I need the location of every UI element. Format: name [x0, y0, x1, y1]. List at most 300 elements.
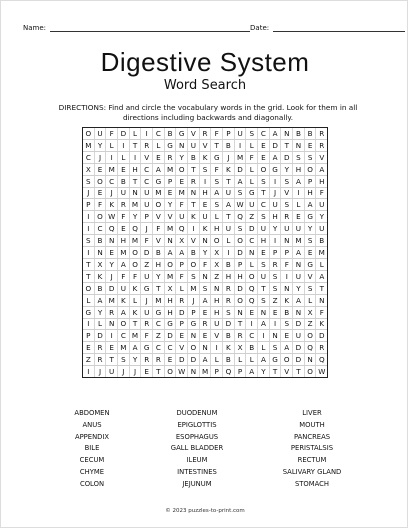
grid-letter[interactable]: D	[234, 164, 246, 175]
grid-letter[interactable]: M	[105, 164, 117, 175]
grid-letter[interactable]: L	[94, 319, 106, 330]
grid-letter[interactable]: B	[187, 152, 199, 163]
grid-letter[interactable]: T	[234, 319, 246, 330]
grid-letter[interactable]: L	[105, 140, 117, 151]
grid-letter[interactable]: D	[175, 307, 187, 318]
grid-letter[interactable]: J	[87, 188, 90, 198]
grid-letter[interactable]: S	[269, 271, 281, 282]
grid-letter[interactable]: M	[199, 366, 211, 377]
grid-letter[interactable]: C	[94, 223, 106, 234]
grid-letter[interactable]: X	[234, 342, 246, 353]
grid-letter[interactable]: O	[85, 128, 92, 138]
grid-letter[interactable]: U	[292, 271, 304, 282]
grid-letter[interactable]: E	[199, 307, 211, 318]
grid-letter[interactable]: E	[117, 164, 129, 175]
grid-letter[interactable]: T	[280, 140, 292, 151]
grid-letter[interactable]: F	[315, 188, 327, 199]
grid-letter[interactable]: I	[87, 224, 90, 234]
grid-letter[interactable]: P	[86, 200, 91, 210]
grid-letter[interactable]: E	[94, 164, 106, 175]
grid-letter[interactable]: U	[315, 223, 327, 234]
grid-letter[interactable]: D	[94, 330, 106, 341]
grid-letter[interactable]: Y	[105, 259, 117, 270]
grid-letter[interactable]: K	[315, 319, 327, 330]
grid-letter[interactable]: F	[210, 164, 222, 175]
grid-letter[interactable]: R	[175, 295, 187, 306]
grid-letter[interactable]: C	[140, 176, 152, 187]
grid-letter[interactable]: Y	[152, 271, 164, 282]
grid-letter[interactable]: X	[164, 283, 176, 294]
grid-letter[interactable]: N	[257, 307, 269, 318]
grid-letter[interactable]: I	[105, 152, 117, 163]
grid-letter[interactable]: E	[245, 307, 257, 318]
grid-letter[interactable]: H	[117, 235, 129, 246]
grid-letter[interactable]: N	[304, 354, 316, 365]
grid-letter[interactable]: I	[129, 152, 141, 163]
grid-letter[interactable]: S	[280, 176, 292, 187]
grid-letter[interactable]: H	[257, 235, 269, 246]
grid-letter[interactable]: I	[222, 247, 234, 258]
grid-letter[interactable]: F	[152, 223, 164, 234]
grid-letter[interactable]: A	[292, 247, 304, 258]
grid-letter[interactable]: B	[187, 247, 199, 258]
grid-letter[interactable]: S	[269, 283, 281, 294]
grid-letter[interactable]: L	[315, 259, 327, 270]
grid-letter[interactable]: M	[117, 342, 129, 353]
grid-letter[interactable]: Q	[175, 223, 187, 234]
grid-letter[interactable]: H	[304, 188, 316, 199]
grid-letter[interactable]: F	[117, 271, 129, 282]
grid-letter[interactable]: G	[140, 342, 152, 353]
grid-letter[interactable]: S	[234, 188, 246, 199]
grid-letter[interactable]: N	[199, 342, 211, 353]
grid-letter[interactable]: R	[152, 354, 164, 365]
grid-letter[interactable]: O	[117, 319, 129, 330]
grid-letter[interactable]: T	[152, 283, 164, 294]
grid-letter[interactable]: V	[187, 128, 199, 139]
grid-letter[interactable]: Y	[129, 211, 141, 222]
grid-letter[interactable]: A	[222, 199, 234, 210]
grid-letter[interactable]: S	[187, 271, 199, 282]
grid-letter[interactable]: S	[199, 283, 211, 294]
grid-letter[interactable]: U	[140, 307, 152, 318]
grid-letter[interactable]: O	[175, 164, 187, 175]
grid-letter[interactable]: I	[199, 176, 211, 187]
grid-letter[interactable]: U	[222, 188, 234, 199]
grid-letter[interactable]: U	[117, 283, 129, 294]
grid-letter[interactable]: O	[129, 259, 141, 270]
grid-letter[interactable]: S	[86, 236, 91, 246]
grid-letter[interactable]: U	[94, 128, 106, 139]
grid-letter[interactable]: V	[187, 235, 199, 246]
grid-letter[interactable]: Q	[129, 223, 141, 234]
grid-letter[interactable]: B	[222, 330, 234, 341]
grid-letter[interactable]: A	[280, 342, 292, 353]
grid-letter[interactable]: H	[199, 188, 211, 199]
grid-letter[interactable]: F	[105, 128, 117, 139]
grid-letter[interactable]: X	[304, 307, 316, 318]
grid-letter[interactable]: S	[199, 164, 211, 175]
grid-letter[interactable]: F	[315, 307, 327, 318]
grid-letter[interactable]: R	[234, 330, 246, 341]
grid-letter[interactable]: B	[222, 140, 234, 151]
grid-letter[interactable]: M	[187, 283, 199, 294]
grid-letter[interactable]: H	[129, 164, 141, 175]
grid-letter[interactable]: Q	[222, 366, 234, 377]
grid-letter[interactable]: T	[257, 188, 269, 199]
grid-letter[interactable]: S	[269, 342, 281, 353]
grid-letter[interactable]: L	[292, 199, 304, 210]
grid-letter[interactable]: X	[175, 235, 187, 246]
grid-letter[interactable]: D	[187, 354, 199, 365]
grid-letter[interactable]: L	[245, 164, 257, 175]
grid-letter[interactable]: E	[94, 188, 106, 199]
grid-letter[interactable]: M	[117, 247, 129, 258]
grid-letter[interactable]: K	[129, 307, 141, 318]
grid-letter[interactable]: V	[280, 188, 292, 199]
grid-letter[interactable]: D	[175, 354, 187, 365]
grid-letter[interactable]: N	[187, 330, 199, 341]
grid-letter[interactable]: U	[187, 140, 199, 151]
grid-letter[interactable]: C	[245, 235, 257, 246]
grid-letter[interactable]: O	[152, 199, 164, 210]
grid-letter[interactable]: F	[140, 235, 152, 246]
grid-letter[interactable]: J	[269, 188, 281, 199]
grid-letter[interactable]: S	[280, 319, 292, 330]
grid-letter[interactable]: K	[280, 295, 292, 306]
grid-letter[interactable]: B	[292, 128, 304, 139]
grid-letter[interactable]: N	[292, 140, 304, 151]
grid-letter[interactable]: L	[86, 295, 91, 305]
grid-letter[interactable]: O	[304, 164, 316, 175]
grid-letter[interactable]: C	[85, 152, 91, 162]
grid-letter[interactable]: I	[87, 367, 90, 377]
grid-letter[interactable]: V	[280, 366, 292, 377]
grid-letter[interactable]: T	[187, 164, 199, 175]
grid-letter[interactable]: N	[292, 307, 304, 318]
grid-letter[interactable]: C	[152, 342, 164, 353]
grid-letter[interactable]: A	[304, 199, 316, 210]
grid-letter[interactable]: E	[199, 330, 211, 341]
grid-letter[interactable]: X	[210, 247, 222, 258]
grid-letter[interactable]: B	[117, 176, 129, 187]
name-line[interactable]	[50, 23, 250, 32]
grid-letter[interactable]: T	[129, 176, 141, 187]
grid-letter[interactable]: Y	[164, 199, 176, 210]
grid-letter[interactable]: B	[222, 259, 234, 270]
grid-letter[interactable]: O	[304, 366, 316, 377]
grid-letter[interactable]: V	[152, 211, 164, 222]
grid-letter[interactable]: M	[129, 199, 141, 210]
grid-letter[interactable]: O	[234, 235, 246, 246]
grid-letter[interactable]: W	[105, 211, 117, 222]
grid-letter[interactable]: Z	[304, 319, 316, 330]
grid-letter[interactable]: S	[210, 199, 222, 210]
grid-letter[interactable]: L	[117, 152, 129, 163]
grid-letter[interactable]: K	[105, 199, 117, 210]
grid-letter[interactable]: I	[117, 140, 129, 151]
grid-letter[interactable]: M	[315, 247, 327, 258]
grid-letter[interactable]: R	[105, 307, 117, 318]
grid-letter[interactable]: P	[222, 128, 234, 139]
grid-letter[interactable]: O	[164, 366, 176, 377]
grid-letter[interactable]: P	[234, 259, 246, 270]
grid-letter[interactable]: C	[117, 330, 129, 341]
grid-letter[interactable]: W	[234, 199, 246, 210]
grid-letter[interactable]: D	[234, 283, 246, 294]
grid-letter[interactable]: E	[304, 247, 316, 258]
grid-letter[interactable]: P	[234, 366, 246, 377]
grid-letter[interactable]: Y	[199, 247, 211, 258]
grid-letter[interactable]: F	[245, 152, 257, 163]
grid-letter[interactable]: P	[187, 307, 199, 318]
grid-letter[interactable]: A	[164, 247, 176, 258]
grid-letter[interactable]: O	[280, 354, 292, 365]
grid-letter[interactable]: R	[140, 140, 152, 151]
grid-letter[interactable]: L	[210, 211, 222, 222]
grid-letter[interactable]: E	[304, 140, 316, 151]
grid-letter[interactable]: S	[280, 199, 292, 210]
grid-letter[interactable]: E	[117, 223, 129, 234]
grid-letter[interactable]: Y	[269, 223, 281, 234]
grid-letter[interactable]: B	[164, 128, 176, 139]
grid-letter[interactable]: M	[105, 295, 117, 306]
grid-letter[interactable]: H	[164, 295, 176, 306]
grid-letter[interactable]: G	[187, 319, 199, 330]
grid-letter[interactable]: V	[164, 211, 176, 222]
grid-letter[interactable]: O	[245, 271, 257, 282]
grid-letter[interactable]: T	[210, 140, 222, 151]
grid-letter[interactable]: Y	[304, 223, 316, 234]
grid-letter[interactable]: S	[245, 128, 257, 139]
grid-letter[interactable]: Y	[175, 152, 187, 163]
grid-letter[interactable]: L	[245, 354, 257, 365]
grid-letter[interactable]: J	[222, 152, 234, 163]
grid-letter[interactable]: U	[269, 199, 281, 210]
grid-letter[interactable]: Y	[94, 140, 106, 151]
grid-letter[interactable]: K	[199, 223, 211, 234]
grid-letter[interactable]: E	[152, 152, 164, 163]
grid-letter[interactable]: F	[117, 211, 129, 222]
grid-letter[interactable]: A	[257, 354, 269, 365]
grid-letter[interactable]: B	[245, 342, 257, 353]
grid-letter[interactable]: R	[280, 211, 292, 222]
grid-letter[interactable]: N	[187, 366, 199, 377]
grid-letter[interactable]: S	[210, 176, 222, 187]
grid-letter[interactable]: C	[245, 330, 257, 341]
grid-letter[interactable]: U	[117, 188, 129, 199]
grid-letter[interactable]: S	[257, 295, 269, 306]
grid-letter[interactable]: M	[164, 223, 176, 234]
grid-letter[interactable]: P	[175, 259, 187, 270]
grid-letter[interactable]: H	[210, 223, 222, 234]
grid-letter[interactable]: E	[280, 330, 292, 341]
grid-letter[interactable]: T	[86, 259, 91, 269]
grid-letter[interactable]: D	[292, 342, 304, 353]
grid-letter[interactable]: K	[187, 211, 199, 222]
grid-letter[interactable]: C	[164, 342, 176, 353]
grid-letter[interactable]: O	[164, 259, 176, 270]
grid-letter[interactable]: J	[94, 366, 106, 377]
grid-letter[interactable]: L	[304, 295, 316, 306]
grid-letter[interactable]: O	[187, 259, 199, 270]
grid-letter[interactable]: C	[257, 199, 269, 210]
grid-letter[interactable]: T	[86, 271, 91, 281]
grid-letter[interactable]: H	[210, 295, 222, 306]
grid-letter[interactable]: R	[117, 199, 129, 210]
grid-letter[interactable]: I	[105, 330, 117, 341]
grid-letter[interactable]: L	[222, 235, 234, 246]
grid-letter[interactable]: D	[292, 354, 304, 365]
date-line[interactable]	[273, 23, 405, 32]
grid-letter[interactable]: U	[222, 223, 234, 234]
grid-letter[interactable]: M	[129, 235, 141, 246]
grid-letter[interactable]: A	[117, 307, 129, 318]
grid-letter[interactable]: V	[304, 271, 316, 282]
grid-letter[interactable]: E	[199, 199, 211, 210]
grid-letter[interactable]: I	[269, 319, 281, 330]
grid-letter[interactable]: O	[94, 211, 106, 222]
grid-letter[interactable]: I	[292, 188, 304, 199]
grid-letter[interactable]: I	[269, 176, 281, 187]
grid-letter[interactable]: R	[94, 342, 106, 353]
grid-letter[interactable]: D	[117, 128, 129, 139]
grid-letter[interactable]: M	[164, 164, 176, 175]
grid-letter[interactable]: N	[292, 259, 304, 270]
grid-letter[interactable]: L	[245, 140, 257, 151]
grid-letter[interactable]: R	[187, 176, 199, 187]
grid-letter[interactable]: W	[315, 366, 327, 377]
grid-letter[interactable]: P	[269, 247, 281, 258]
grid-letter[interactable]: R	[315, 128, 327, 139]
grid-letter[interactable]: K	[129, 283, 141, 294]
grid-letter[interactable]: V	[210, 330, 222, 341]
grid-letter[interactable]: U	[140, 188, 152, 199]
grid-letter[interactable]: I	[234, 140, 246, 151]
grid-letter[interactable]: U	[210, 319, 222, 330]
grid-letter[interactable]: G	[164, 140, 176, 151]
grid-letter[interactable]: Q	[304, 342, 316, 353]
grid-letter[interactable]: I	[87, 212, 90, 222]
grid-letter[interactable]: L	[175, 283, 187, 294]
grid-letter[interactable]: L	[245, 259, 257, 270]
grid-letter[interactable]: R	[315, 140, 327, 151]
grid-letter[interactable]: A	[315, 271, 327, 282]
grid-letter[interactable]: H	[234, 271, 246, 282]
grid-letter[interactable]: V	[140, 152, 152, 163]
grid-letter[interactable]: D	[164, 330, 176, 341]
grid-letter[interactable]: N	[210, 283, 222, 294]
grid-letter[interactable]: T	[222, 176, 234, 187]
grid-letter[interactable]: A	[292, 295, 304, 306]
grid-letter[interactable]: Q	[105, 223, 117, 234]
grid-letter[interactable]: E	[175, 176, 187, 187]
grid-letter[interactable]: U	[140, 199, 152, 210]
grid-letter[interactable]: S	[257, 211, 269, 222]
grid-letter[interactable]: D	[269, 140, 281, 151]
grid-letter[interactable]: P	[86, 331, 91, 341]
grid-letter[interactable]: B	[222, 354, 234, 365]
grid-letter[interactable]: N	[280, 128, 292, 139]
grid-letter[interactable]: N	[105, 319, 117, 330]
grid-letter[interactable]: H	[164, 307, 176, 318]
grid-letter[interactable]: F	[175, 199, 187, 210]
grid-letter[interactable]: R	[140, 319, 152, 330]
grid-letter[interactable]: P	[175, 319, 187, 330]
grid-letter[interactable]: G	[269, 354, 281, 365]
grid-letter[interactable]: E	[164, 188, 176, 199]
grid-letter[interactable]: E	[175, 330, 187, 341]
grid-letter[interactable]: U	[292, 223, 304, 234]
grid-letter[interactable]: U	[175, 211, 187, 222]
grid-letter[interactable]: U	[199, 211, 211, 222]
grid-letter[interactable]: K	[117, 295, 129, 306]
grid-letter[interactable]: M	[152, 295, 164, 306]
grid-letter[interactable]: N	[269, 330, 281, 341]
grid-letter[interactable]: X	[210, 259, 222, 270]
grid-letter[interactable]: U	[257, 271, 269, 282]
grid-letter[interactable]: J	[105, 271, 117, 282]
grid-letter[interactable]: E	[257, 152, 269, 163]
grid-letter[interactable]: E	[269, 307, 281, 318]
grid-letter[interactable]: S	[222, 307, 234, 318]
grid-letter[interactable]: I	[210, 342, 222, 353]
grid-letter[interactable]: T	[129, 140, 141, 151]
grid-letter[interactable]: N	[234, 307, 246, 318]
grid-letter[interactable]: R	[199, 128, 211, 139]
grid-letter[interactable]: S	[86, 176, 91, 186]
grid-letter[interactable]: B	[315, 235, 327, 246]
grid-letter[interactable]: J	[140, 295, 152, 306]
grid-letter[interactable]: A	[245, 366, 257, 377]
grid-letter[interactable]: D	[315, 330, 327, 341]
grid-letter[interactable]: T	[292, 366, 304, 377]
grid-letter[interactable]: E	[257, 140, 269, 151]
grid-letter[interactable]: N	[245, 247, 257, 258]
grid-letter[interactable]: Z	[269, 295, 281, 306]
grid-letter[interactable]: O	[94, 176, 106, 187]
grid-letter[interactable]: Y	[315, 211, 327, 222]
grid-letter[interactable]: Z	[85, 355, 91, 365]
grid-letter[interactable]: L	[234, 354, 246, 365]
grid-letter[interactable]: B	[94, 235, 106, 246]
grid-letter[interactable]: F	[175, 271, 187, 282]
grid-letter[interactable]: Z	[140, 259, 152, 270]
grid-letter[interactable]: C	[152, 319, 164, 330]
grid-letter[interactable]: Q	[234, 211, 246, 222]
grid-letter[interactable]: Y	[280, 164, 292, 175]
grid-letter[interactable]: A	[94, 295, 106, 306]
grid-letter[interactable]: G	[140, 283, 152, 294]
grid-letter[interactable]: U	[292, 330, 304, 341]
grid-letter[interactable]: E	[105, 342, 117, 353]
grid-letter[interactable]: I	[257, 330, 269, 341]
grid-letter[interactable]: S	[117, 354, 129, 365]
grid-letter[interactable]: U	[234, 128, 246, 139]
grid-letter[interactable]: R	[140, 354, 152, 365]
grid-letter[interactable]: T	[222, 211, 234, 222]
grid-letter[interactable]: T	[315, 283, 327, 294]
grid-letter[interactable]: A	[315, 164, 327, 175]
grid-letter[interactable]: H	[269, 211, 281, 222]
grid-letter[interactable]: U	[245, 199, 257, 210]
grid-letter[interactable]: O	[257, 164, 269, 175]
grid-letter[interactable]: R	[94, 354, 106, 365]
grid-letter[interactable]: J	[117, 366, 129, 377]
grid-letter[interactable]: J	[187, 295, 199, 306]
grid-letter[interactable]: O	[187, 342, 199, 353]
grid-letter[interactable]: O	[210, 235, 222, 246]
